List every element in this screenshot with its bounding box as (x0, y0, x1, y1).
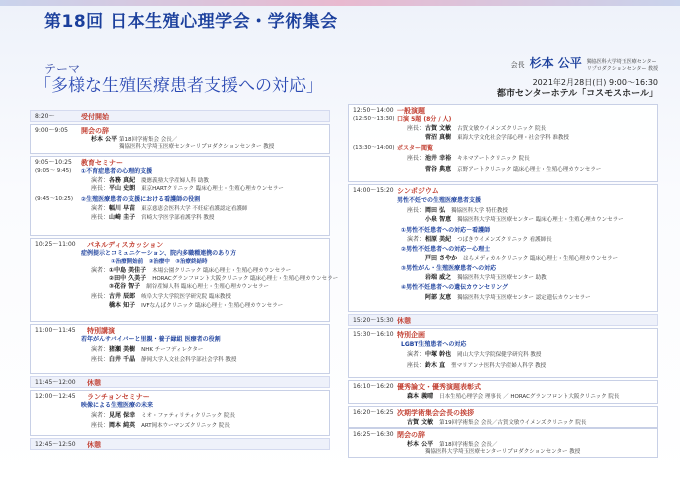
chair-affiliation: 獨協医科大学 特任教授 (451, 208, 508, 214)
chair-affiliation: 静岡大学人文社会科学部社会学科 教授 (141, 357, 237, 363)
role-label: 演者： (91, 267, 110, 274)
sub-time: (9:45～10:25) (35, 196, 73, 202)
session-general-presentations (348, 104, 658, 182)
speaker-affiliation: 日本生殖心理学会 理事長 ／ HORACグランフロント大阪クリニック 院長 (439, 394, 620, 400)
session-title: シンポジウム (397, 187, 439, 195)
session-opening (30, 124, 330, 154)
session-time: 12:50～14:00 (353, 107, 394, 114)
speaker-affiliation: ミオ・ファティリティクリニック 院長 (141, 413, 235, 419)
session-title: 休憩 (397, 317, 411, 325)
session-title: 次期学術集会会長の挨拶 (397, 409, 474, 417)
session-time: 10:25～11:00 (35, 241, 76, 248)
phase-label: ②治療中 (148, 259, 170, 265)
role-label: 演者： (407, 351, 426, 358)
role-label: 演者： (407, 236, 426, 243)
theme-label: テーマ (44, 62, 81, 76)
role-label: 演者： (91, 205, 110, 212)
speaker-affiliation: つばきウイメンズクリニック 看護師長 (457, 237, 552, 243)
role-label: 座長： (407, 207, 426, 214)
chair-name: 古賀 文敏 (425, 125, 452, 132)
session-break (348, 314, 658, 326)
chair-affiliation: 京野アートクリニック 臨床心理士・生殖心理カウンセラー (457, 167, 602, 173)
speaker-name: 相原 美紀 (425, 236, 452, 243)
chair-name: 橋本 知子 (109, 302, 136, 309)
speaker-affiliation: 第18回学術集会 会長／ (439, 442, 498, 448)
session-next-chair-greeting (348, 406, 658, 428)
session-time: 9:05～10:25 (35, 159, 72, 166)
sub-session-title: ①不育症患者の心理的支援 (81, 168, 153, 175)
sub-time: (12:50～13:30) (353, 116, 395, 122)
session-title: 優秀論文・優秀演題表彰式 (397, 383, 481, 391)
session-time: 9:00～9:05 (35, 127, 68, 134)
session-break (30, 438, 330, 450)
chair-affiliation: 岐阜大学大学院医学研究院 臨床教授 (141, 294, 231, 300)
chair-name: 平山 史朗 (109, 185, 136, 192)
session-title: 教育セミナー (81, 159, 123, 167)
session-time: 15:30～16:10 (353, 331, 394, 338)
chair-aff-line2: リプロダクションセンター 教授 (586, 65, 658, 72)
presentation-title: ④男性不妊患者への遺伝カウンセリング (401, 284, 508, 291)
chair-name: 白井 千晶 (109, 356, 136, 363)
page-title: 第18回 日本生殖心理学会・学術集会 (44, 12, 338, 32)
chair-info (511, 56, 658, 72)
speaker-affiliation: 木場公園クリニック 臨床心理士・生殖心理カウンセラー (152, 268, 292, 274)
chair-affiliation (587, 59, 658, 72)
session-title: ランチョンセミナー (87, 393, 150, 401)
speaker-name: 戸田 さやか (425, 255, 458, 262)
session-title: 閉会の辞 (397, 431, 425, 439)
chair-affiliation: 宮崎大学医学部看護学科 教授 (141, 215, 215, 221)
chair-affiliation: 古賀文敏ウイメンズクリニック 院長 (457, 126, 547, 132)
speaker-affiliation: 慶應義塾大学産婦人科 助教 (141, 178, 209, 184)
session-time: 12:45～12:50 (35, 441, 76, 448)
role-label: 座長： (91, 214, 110, 221)
event-venue: 都市センターホテル「コスモスホール」 (496, 89, 658, 99)
chair-affiliation: IVFなんばクリニック 臨床心理士・生殖心理カウンセラー (141, 303, 284, 309)
speaker-affiliation: 東京慈恵会医科大学 不妊症看護認定看護師 (141, 206, 248, 212)
session-title: 開会の辞 (81, 127, 109, 135)
phase-label: ③治療終結時 (175, 259, 208, 265)
session-special-lecture (30, 324, 330, 374)
chair-name: 鈴木 直 (425, 362, 446, 369)
session-time: 11:00～11:45 (35, 327, 76, 334)
speaker-name: ③花谷 智子 (109, 283, 141, 290)
speaker-name: 古賀 文敏 (407, 419, 434, 426)
session-title: 休憩 (87, 379, 101, 387)
chair-affiliation: 聖マリアンナ医科大学産婦人科学 教授 (451, 363, 547, 369)
speaker-name: 各務 真紀 (109, 177, 136, 184)
role-label: 演者： (91, 412, 110, 419)
session-time: 16:10～16:20 (353, 383, 394, 390)
speaker-name: 杉本 公平 (91, 136, 118, 143)
sub-session-title: ②生殖医療患者の支援における看護師の役割 (81, 196, 201, 203)
session-title: 特別企画 (397, 331, 425, 339)
speaker-affiliation: 獨協医科大学埼玉医療センター 助教 (457, 275, 547, 281)
sub-session-title: 映像による生殖医療の未来 (81, 402, 154, 409)
event-date: 2021年2月28日(日) 9:00～16:30 (532, 78, 658, 87)
session-reception (30, 110, 330, 122)
chair-name: 菅谷 典恵 (425, 166, 452, 173)
chair-affiliation: 東京HARTクリニック 臨床心理士・生殖心理カウンセラー (141, 186, 284, 192)
sub-time: (13:30～14:00) (353, 145, 395, 151)
sub-session-title: 若年がんサバイバーと里親・養子縁組 医療者の役割 (81, 336, 221, 343)
chair-affiliation: 獨協医科大学埼玉医療センター 臨床心理士・生殖心理カウンセラー (457, 217, 624, 223)
role-label: 演者： (91, 346, 110, 353)
session-time: 8:20～ (35, 113, 55, 120)
session-time: 15:20～15:30 (353, 317, 394, 324)
speaker-affiliation: 獨協医科大学埼玉医療センター 認定遺伝カウンセラー (457, 295, 591, 301)
speaker-affiliation: 第18回学術集会 会長／ (119, 137, 178, 143)
speaker-name: 岩端 威之 (425, 274, 452, 281)
chair-name: 小泉 智恵 (425, 216, 452, 223)
role-label: 座長： (407, 155, 426, 162)
session-education-seminar (30, 156, 330, 236)
chair-aff-line1: 獨協医科大学埼玉医療センター (586, 59, 657, 65)
session-panel-discussion (30, 238, 339, 322)
speaker-name: 幅川 早苗 (109, 205, 136, 212)
sub-time: (9:05～ 9:45) (35, 168, 72, 174)
speaker-affiliation: 第19回学術集会 会長／古賀文敏ウイメンズクリニック 院長 (439, 420, 587, 426)
chair-name: 岡田 弘 (425, 207, 446, 214)
role-label: 座長： (91, 293, 110, 300)
session-title: 受付開始 (81, 113, 109, 121)
sub-session-title: 症例提示とコミュニケーション、院内多職種連携のあり方 (81, 250, 237, 257)
top-decorative-stripe (0, 0, 680, 6)
presentation-title: ③男性がん・生殖医療患者への対応 (401, 265, 497, 272)
speaker-affiliation: HORACグランフロント大阪クリニック 臨床心理士・生殖心理カウンセラー (152, 276, 339, 282)
session-luncheon-seminar (30, 390, 330, 436)
speaker-affiliation: はらメディカルクリニック 臨床心理士・生殖心理カウンセラー (463, 256, 618, 262)
presentation-title: ②男性不妊患者への対応－心理士 (401, 246, 491, 253)
session-special-program (348, 328, 658, 378)
session-title: 特別講演 (87, 327, 115, 335)
sub-session-title: 口演 5題 (8分 / 人) (397, 116, 452, 123)
speaker-name: 中塚 幹也 (425, 351, 452, 358)
session-time: 16:25～16:30 (353, 431, 394, 438)
speaker-affiliation: NHK チーフディレクター (141, 347, 204, 353)
speaker-name: 森本 義晴 (407, 393, 434, 400)
session-time: 14:00～15:20 (353, 187, 394, 194)
speaker-name: 杉本 公平 (407, 441, 434, 448)
chair-name: 古井 辰郎 (109, 293, 136, 300)
phase-label: ①治療開始前 (111, 259, 144, 265)
chair-name: 菅沼 真樹 (425, 134, 452, 141)
session-break (30, 376, 330, 388)
session-title: 一般演題 (397, 107, 425, 115)
session-time: 11:45～12:00 (35, 379, 76, 386)
role-label: 座長： (407, 362, 426, 369)
chair-name: 山崎 圭子 (109, 214, 136, 221)
speaker-name: ①中島 美佳子 (109, 267, 147, 274)
chair-affiliation: キネマアートクリニック 院長 (457, 156, 530, 162)
session-closing (348, 428, 658, 458)
role-label: 座長： (91, 356, 110, 363)
chair-name: 岡本 純英 (109, 422, 136, 429)
session-time: 16:20～16:25 (353, 409, 394, 416)
session-time: 12:00～12:45 (35, 393, 76, 400)
speaker-affiliation: 獨協医科大学埼玉医療センターリプロダクションセンター 教授 (425, 449, 581, 455)
presentation-title: ①男性不妊患者への対応－看護師 (401, 227, 491, 234)
role-label: 演者： (91, 177, 110, 184)
sub-session-title: ポスター閲覧 (397, 145, 434, 152)
role-label: 座長： (91, 422, 110, 429)
sub-session-title: LGBT生殖患者への対応 (401, 341, 467, 348)
chair-affiliation: ART岡本ウーマンズクリニック 院長 (141, 423, 230, 429)
session-title: パネルディスカッション (87, 241, 164, 249)
session-symposium (348, 184, 658, 312)
speaker-name: 猪瀬 美樹 (109, 346, 136, 353)
session-award-ceremony (348, 380, 658, 404)
session-title: 休憩 (87, 441, 101, 449)
chair-affiliation: 東海大学文化社会学部心理・社会学科 准教授 (457, 135, 569, 141)
speaker-name: 見尾 保幸 (109, 412, 136, 419)
speaker-affiliation: 岡山大学大学院保健学研究科 教授 (457, 352, 542, 358)
chair-name: 杉本 公平 (529, 56, 582, 70)
chair-role: 会長 (510, 61, 525, 69)
theme-title: 「多様な生殖医療患者支援への対応」 (34, 76, 323, 96)
speaker-name: 阿部 友恵 (425, 294, 452, 301)
sub-session-title: 男性不妊での生殖医療患者支援 (397, 197, 482, 204)
role-label: 座長： (91, 185, 110, 192)
chair-name: 池井 幸裕 (425, 155, 452, 162)
role-label: 座長： (407, 125, 426, 132)
speaker-affiliation: 網谷産婦人科 臨床心理士・生殖心理カウンセラー (146, 284, 269, 290)
speaker-name: ②田中 久美子 (109, 275, 147, 282)
speaker-affiliation: 獨協医科大学埼玉医療センターリプロダクションセンター 教授 (119, 144, 275, 150)
